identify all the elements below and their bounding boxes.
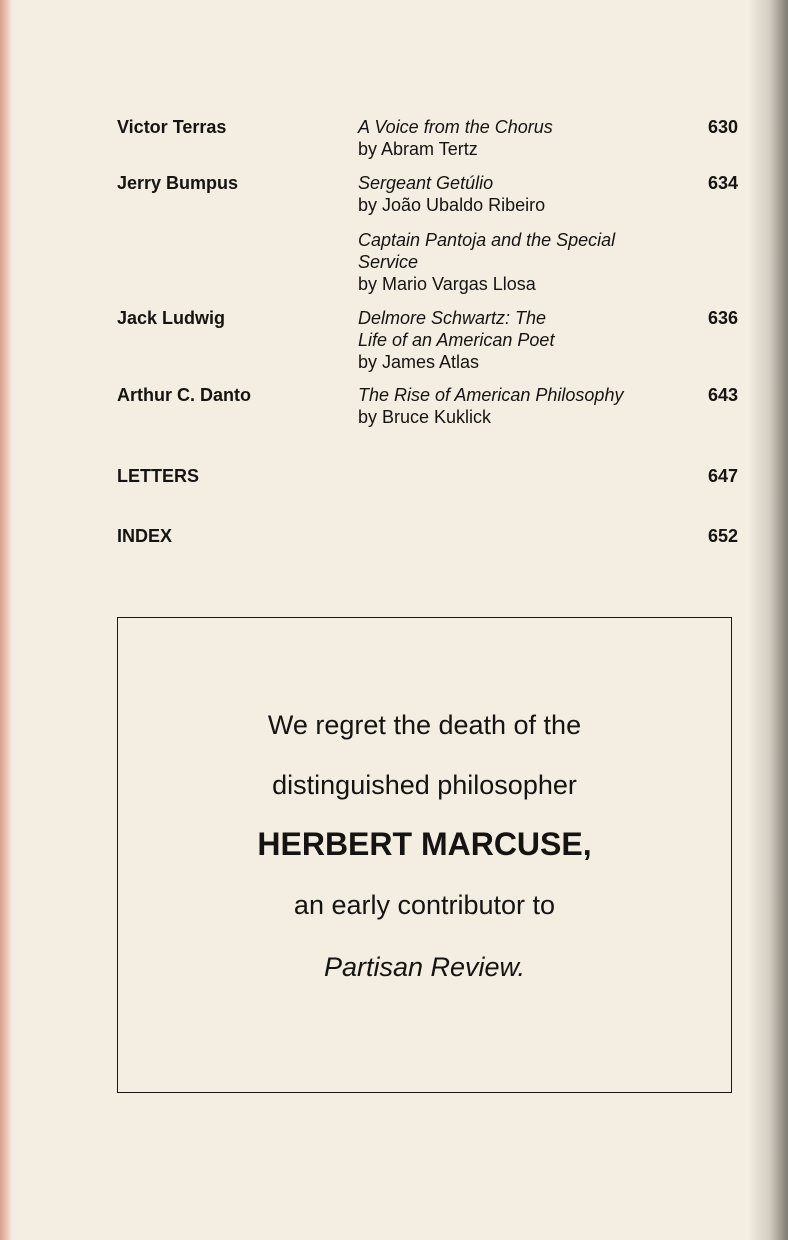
notice-line: We regret the death of the — [267, 710, 582, 740]
work-title: The Rise of American Philosophy — [358, 385, 624, 405]
section-label: INDEX — [117, 526, 173, 546]
notice-line: an early contributor to — [293, 890, 556, 920]
notice-line: distinguished philosopher — [272, 770, 577, 800]
page-number: 647 — [707, 466, 738, 486]
work-author: by Bruce Kuklick — [358, 407, 492, 427]
work-author: by Abram Tertz — [358, 139, 478, 159]
work-author: by James Atlas — [358, 352, 480, 372]
work-title-continued: Life of an American Poet — [358, 330, 555, 350]
reviewed-work — [358, 384, 678, 428]
page-number: 630 — [707, 117, 738, 137]
notice-name: HERBERT MARCUSE, — [257, 826, 592, 862]
memorial-notice-box — [117, 617, 732, 1093]
reviewer-name: Jerry Bumpus — [117, 173, 239, 193]
page-spine-shadow — [748, 0, 788, 1240]
work-title: A Voice from the Chorus — [358, 117, 553, 137]
work-title-continued: Service — [358, 252, 419, 272]
work-author: by Mario Vargas Llosa — [358, 274, 536, 294]
reviewed-work — [358, 172, 678, 216]
reviewer-name: Arthur C. Danto — [117, 385, 251, 405]
reviewed-work — [358, 229, 678, 295]
page-number: 643 — [707, 385, 738, 405]
work-author: by João Ubaldo Ribeiro — [358, 195, 546, 215]
notice-journal: Partisan Review. — [323, 952, 526, 982]
reviewed-work — [358, 307, 678, 373]
work-title: Delmore Schwartz: The — [358, 308, 547, 328]
work-title: Captain Pantoja and the Special — [358, 230, 616, 250]
section-label: LETTERS — [117, 466, 200, 486]
page-number: 636 — [707, 308, 738, 328]
reviewer-name: Victor Terras — [117, 117, 227, 137]
page-number: 652 — [707, 526, 738, 546]
page-number: 634 — [707, 173, 738, 193]
reviewed-work — [358, 116, 678, 160]
work-title: Sergeant Getúlio — [358, 173, 494, 193]
reviewer-name: Jack Ludwig — [117, 308, 226, 328]
page-left-edge — [0, 0, 12, 1240]
